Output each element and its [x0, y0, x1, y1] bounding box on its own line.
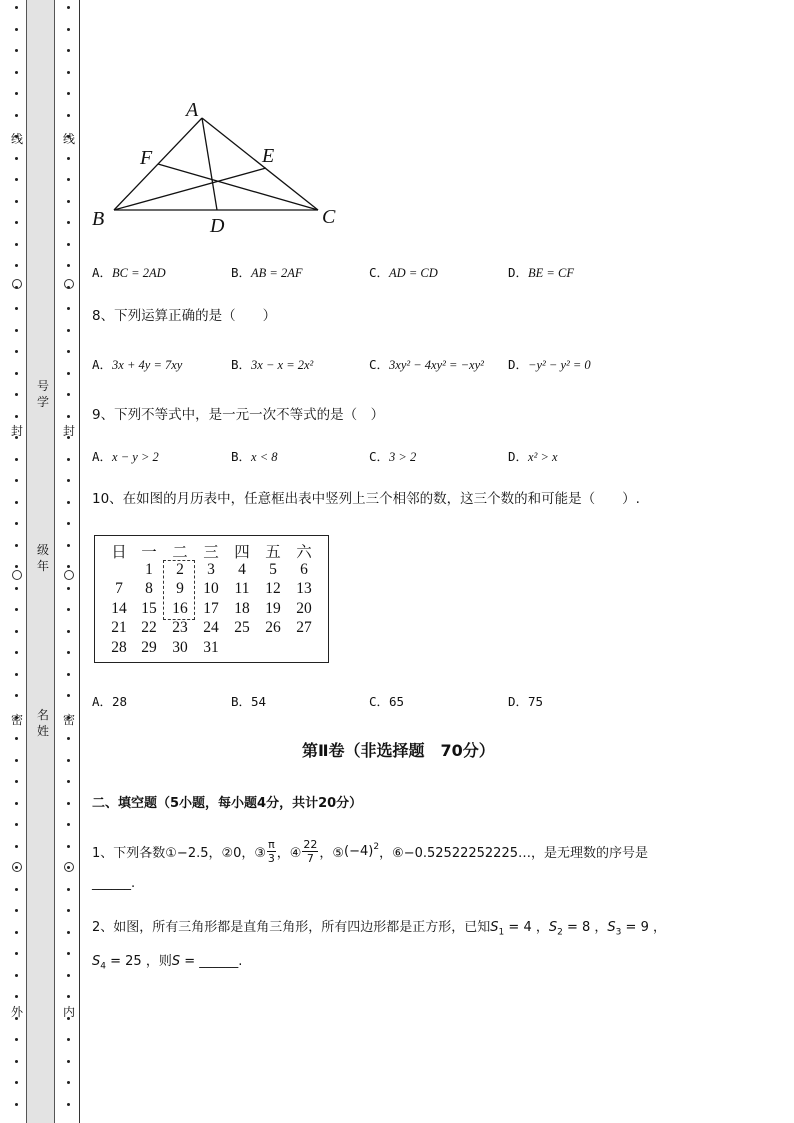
margin-dot [15, 974, 18, 977]
margin-dot [15, 372, 18, 375]
margin-dot [15, 415, 18, 418]
margin-dot [67, 780, 70, 783]
margin-dot [15, 221, 18, 224]
margin-dot [15, 780, 18, 783]
q8-option-d[interactable]: D．−y² − y² = 0 [508, 357, 591, 372]
margin-dot [15, 651, 18, 654]
margin-dot [67, 651, 70, 654]
q8-stem: 8、下列运算正确的是（ ） [92, 308, 277, 324]
margin-dot [67, 974, 70, 977]
margin-dot [67, 608, 70, 611]
margin-label-mi-outer: 密 [10, 713, 23, 727]
q10-option-b[interactable]: B．54 [231, 694, 267, 709]
margin-dot [15, 350, 18, 353]
margin-dot [67, 264, 70, 267]
calendar-day-cell: 4 [238, 561, 246, 578]
margin-dot [67, 544, 70, 547]
calendar-header-cell: 六 [296, 544, 312, 561]
calendar-day-cell: 6 [300, 561, 308, 578]
margin-circle [64, 279, 74, 289]
fill1-question: 1、下列各数①−2.5，②0，③ π 3 ，④ 22 7 ，⑤ (−4) $^2$ ，⑥−0.52522252225…，是无理数的序号是 [92, 837, 648, 865]
calendar-day-cell: 15 [141, 600, 157, 617]
vertex-label-a: A [186, 99, 199, 121]
calendar-day-cell: 14 [111, 600, 127, 617]
q10-stem: 10、在如图的月历表中，任意框出表中竖列上三个相邻的数，这三个数的和可能是（ ）. [92, 491, 640, 507]
margin-dot [15, 178, 18, 181]
calendar-header-cell: 日 [111, 544, 127, 561]
margin-dot [67, 909, 70, 912]
margin-dot [15, 995, 18, 998]
calendar-day-cell: 30 [172, 639, 188, 656]
calendar-day-cell: 24 [203, 619, 219, 636]
margin-dot [15, 823, 18, 826]
margin-dot [15, 92, 18, 95]
dotted-cut-line-inner [66, 0, 72, 1123]
margin-dot [15, 71, 18, 74]
vertex-label-c: C [322, 206, 336, 228]
margin-dot [67, 995, 70, 998]
calendar-day-cell: 31 [203, 639, 219, 656]
margin-dot [15, 49, 18, 52]
margin-circle [64, 862, 74, 872]
field-grade: 级年 [36, 543, 49, 573]
calendar-header-cell: 五 [265, 544, 281, 561]
calendar-table [94, 535, 329, 663]
margin-dot [67, 931, 70, 934]
margin-dot [67, 200, 70, 203]
segment-cf [158, 164, 318, 210]
margin-dot [15, 1103, 18, 1106]
calendar-day-cell: 7 [115, 580, 123, 597]
segment-ac [202, 118, 318, 210]
vertex-label-b: B [92, 208, 105, 230]
margin-dot [67, 522, 70, 525]
calendar-day-cell: 22 [141, 619, 157, 636]
margin-dot [67, 1038, 70, 1041]
q9-option-d[interactable]: D．x² > x [508, 449, 558, 464]
margin-dot [15, 329, 18, 332]
margin-label-wai: 外 [10, 1005, 23, 1019]
margin-dot [67, 221, 70, 224]
margin-dot [15, 952, 18, 955]
margin-dot [67, 372, 70, 375]
q10-option-c[interactable]: C．65 [369, 694, 405, 709]
margin-dot [15, 157, 18, 160]
margin-dot [67, 71, 70, 74]
q8-option-b[interactable]: B．3x − x = 2x² [231, 357, 314, 372]
triangle-figure [86, 92, 356, 242]
q8-option-c[interactable]: C．3xy² − 4xy² = −xy² [369, 357, 484, 372]
margin-circle [12, 570, 22, 580]
margin-dot [67, 845, 70, 848]
margin-dot [15, 243, 18, 246]
margin-dot [67, 694, 70, 697]
margin-dot [67, 243, 70, 246]
calendar-day-cell: 23 [172, 619, 188, 636]
margin-dot [15, 759, 18, 762]
margin-dot [15, 608, 18, 611]
margin-dot [67, 92, 70, 95]
margin-dot [15, 888, 18, 891]
calendar-day-cell: 12 [265, 580, 281, 597]
margin-dot [67, 458, 70, 461]
fill2-answer-blank[interactable]: = ______. [180, 954, 243, 969]
fraction-pi-over-3: π 3 [267, 837, 275, 865]
calendar-header-cell: 四 [234, 544, 250, 561]
margin-dot [15, 307, 18, 310]
fill2-question-line2: $S_4 = 25$ ，则S = ______. [92, 954, 243, 972]
q9-option-b[interactable]: B．x < 8 [231, 449, 278, 464]
margin-label-xian-inner: 线 [62, 132, 75, 146]
margin-dot [67, 6, 70, 9]
calendar-day-cell: 21 [111, 619, 127, 636]
margin-dot [67, 673, 70, 676]
margin-dot [15, 393, 18, 396]
margin-dot [15, 931, 18, 934]
calendar-day-cell: 2 [176, 561, 184, 578]
fill2-question-line1: 2、如图，所有三角形都是直角三角形，所有四边形都是正方形，已知$S_1 = 4$ ，$S_2 = 8$ ，$S_3 = 9$ ， [92, 920, 666, 938]
calendar-day-cell: 8 [145, 580, 153, 597]
calendar-day-cell: 13 [296, 580, 312, 597]
margin-dot [67, 1103, 70, 1106]
margin-dot [67, 49, 70, 52]
margin-dot [67, 759, 70, 762]
margin-dot [67, 888, 70, 891]
margin-dot [15, 694, 18, 697]
calendar-day-cell: 1 [145, 561, 153, 578]
margin-dot [15, 28, 18, 31]
margin-dot [67, 1081, 70, 1084]
calendar-header-cell: 三 [203, 544, 219, 561]
field-name: 名姓 [36, 708, 49, 738]
margin-dot [15, 264, 18, 267]
margin-dot [67, 329, 70, 332]
calendar-day-cell: 28 [111, 639, 127, 656]
margin-dot [15, 479, 18, 482]
margin-dot [15, 673, 18, 676]
calendar-day-cell: 11 [234, 580, 250, 597]
q9-option-a[interactable]: A．x − y > 2 [92, 449, 159, 464]
field-student-number: 号学 [36, 379, 49, 409]
margin-label-feng-inner: 封 [62, 424, 75, 438]
margin-dot [15, 544, 18, 547]
calendar-day-cell: 20 [296, 600, 312, 617]
margin-dot [67, 501, 70, 504]
margin-dot [15, 200, 18, 203]
margin-circle [12, 862, 22, 872]
margin-dot [67, 737, 70, 740]
calendar-day-cell: 5 [269, 561, 277, 578]
margin-dot [67, 307, 70, 310]
margin-dot [15, 909, 18, 912]
margin-dot [67, 157, 70, 160]
margin-dot [15, 1060, 18, 1063]
margin-dot [67, 630, 70, 633]
margin-label-xian-outer: 线 [10, 132, 23, 146]
margin-dot [67, 823, 70, 826]
margin-dot [67, 350, 70, 353]
q8-option-a[interactable]: A．3x + 4y = 7xy [92, 357, 183, 372]
segment-ad [202, 118, 217, 210]
vertex-label-e: E [262, 145, 275, 167]
margin-dot [67, 1060, 70, 1063]
part2-heading: 第Ⅱ卷（非选择题 70分） [302, 741, 495, 760]
q7-option-d[interactable]: D．BE = CF [508, 265, 574, 280]
calendar-day-cell: 17 [203, 600, 219, 617]
calendar-header-cell: 一 [141, 544, 157, 561]
margin-dot [15, 114, 18, 117]
margin-dot [67, 565, 70, 568]
margin-label-feng-outer: 封 [10, 424, 23, 438]
margin-dot [15, 737, 18, 740]
fraction-22-over-7: 22 7 [303, 837, 318, 865]
margin-dot [67, 802, 70, 805]
fill1-answer-blank[interactable]: ______. [92, 876, 136, 891]
margin-dot [67, 952, 70, 955]
calendar-day-cell: 29 [141, 639, 157, 656]
calendar-header-cell: 二 [172, 544, 188, 561]
section-fill-in-title: 二、填空题（5小题，每小题4分，共计20分） [92, 796, 363, 811]
calendar-day-cell: 19 [265, 600, 281, 617]
dotted-cut-line-outer [14, 0, 20, 1123]
margin-dot [15, 458, 18, 461]
margin-dot [15, 565, 18, 568]
margin-dot [15, 6, 18, 9]
margin-circle [64, 570, 74, 580]
calendar-day-cell: 25 [234, 619, 250, 636]
margin-dot [67, 479, 70, 482]
margin-dot [15, 630, 18, 633]
margin-dot [67, 393, 70, 396]
calendar-day-cell: 18 [234, 600, 250, 617]
margin-dot [67, 587, 70, 590]
margin-label-mi-inner: 密 [62, 713, 75, 727]
margin-dot [15, 522, 18, 525]
margin-dot [15, 1038, 18, 1041]
margin-rule [79, 0, 80, 1123]
q7-option-c[interactable]: C．AD = CD [369, 265, 438, 280]
margin-dot [67, 178, 70, 181]
calendar-day-cell: 9 [176, 580, 184, 597]
vertex-label-f: F [140, 147, 153, 169]
vertex-label-d: D [210, 215, 225, 237]
q7-option-a[interactable]: A．BC = 2AD [92, 265, 166, 280]
margin-dot [15, 501, 18, 504]
q10-option-a[interactable]: A．28 [92, 694, 128, 709]
calendar-day-cell: 16 [172, 600, 188, 617]
calendar-day-cell: 26 [265, 619, 281, 636]
margin-dot [67, 28, 70, 31]
q10-option-d[interactable]: D．75 [508, 694, 544, 709]
calendar-day-cell: 3 [207, 561, 215, 578]
q9-stem: 9、下列不等式中，是一元一次不等式的是（ ） [92, 407, 385, 423]
calendar-day-cell: 27 [296, 619, 312, 636]
q7-option-b[interactable]: B．AB = 2AF [231, 265, 303, 280]
q9-option-c[interactable]: C．3 > 2 [369, 449, 417, 464]
margin-dot [15, 845, 18, 848]
margin-dot [67, 114, 70, 117]
margin-circle [12, 279, 22, 289]
margin-dot [15, 802, 18, 805]
margin-dot [67, 415, 70, 418]
margin-dot [15, 1081, 18, 1084]
margin-label-nei: 内 [62, 1005, 75, 1019]
calendar-day-cell: 10 [203, 580, 219, 597]
margin-dot [15, 587, 18, 590]
